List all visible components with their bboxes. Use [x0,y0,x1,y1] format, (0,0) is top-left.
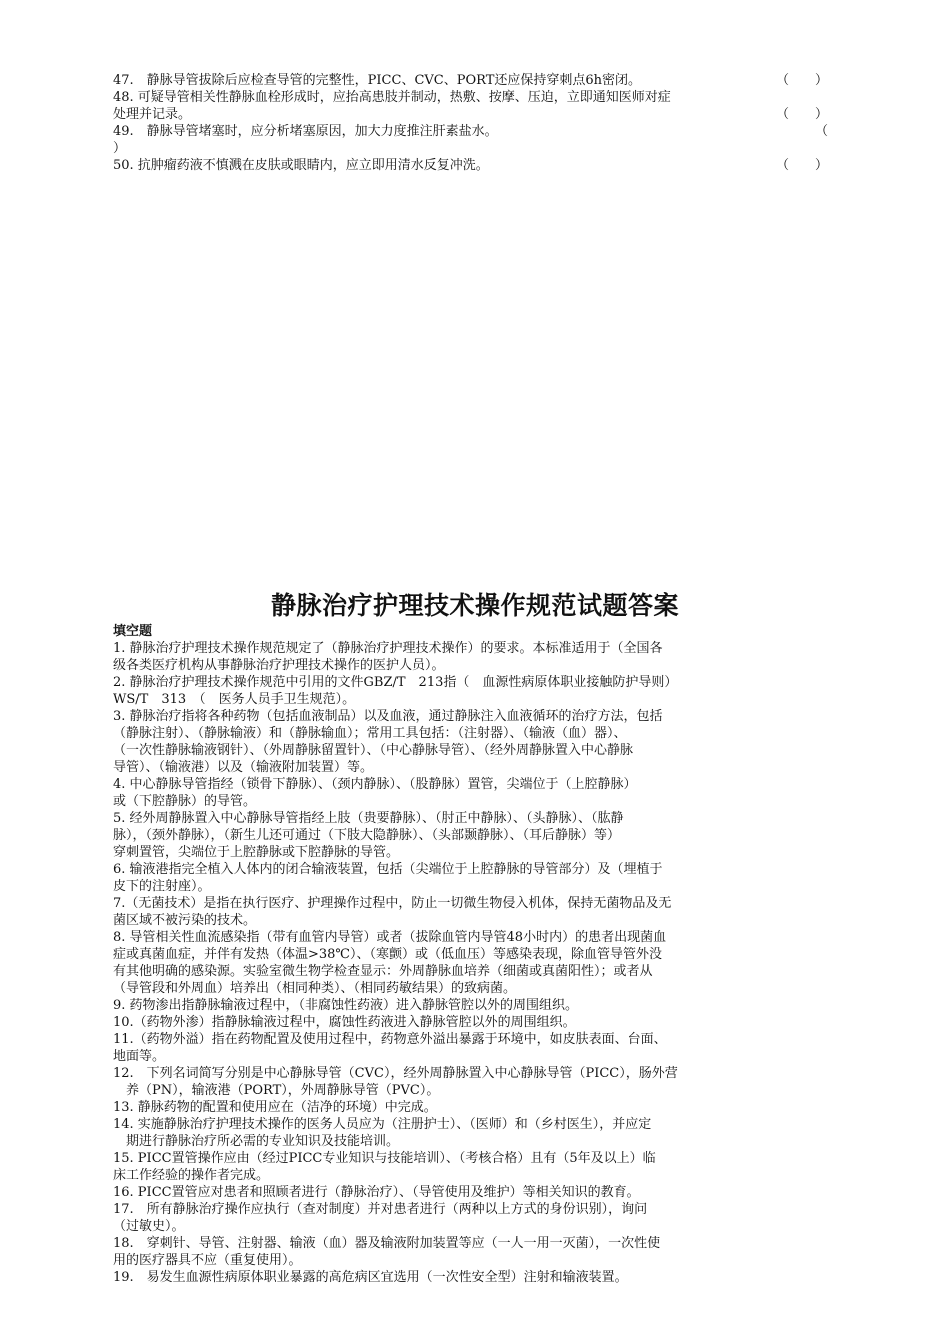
question-text: 48. 可疑导管相关性静脉血栓形成时，应抬高患肢并制动，热敷、按摩、压迫，立即通知医师对症 [113,90,671,105]
answer-line: 16. PICC置管应对患者和照顾者进行（静脉治疗）、（导管使用及维护）等相关知识的教育。 [113,1185,640,1200]
question-line [113,89,838,106]
answer-line: 地面等。 [113,1049,166,1064]
answer-line: 1. 静脉治疗护理技术操作规范规定了（静脉治疗护理技术操作）的要求。本标准适用于（全国各 [113,641,663,656]
answer-line: 15. PICC置管操作应由（经过PICC专业知识与技能培训）、（考核合格）且有（5年及以上）临 [113,1151,656,1166]
answer-line: 床工作经验的操作者完成。 [113,1168,270,1183]
answer-line: 19. 易发生血源性病原体职业暴露的高危病区宜选用（一次性安全型）注射和输液装置。 [113,1270,628,1285]
answer-line: 4. 中心静脉导管指经（锁骨下静脉）、（颈内静脉）、（股静脉）置管，尖端位于（上腔静脉） [113,777,637,792]
answer-line: 5. 经外周静脉置入中心静脉导管指经上肢（贵要静脉）、（肘正中静脉）、（头静脉）、（肱静 [113,811,624,826]
page-title: 静脉治疗护理技术操作规范试题答案 [270,591,679,620]
answer-line: 导管）、（输液港）以及（输液附加装置）等。 [113,760,374,775]
answer-parentheses: （ [814,124,828,139]
answer-line: 18. 穿刺针、导管、注射器、输液（血）器及输液附加装置等应（一人一用一灭菌），一次性使 [113,1236,661,1251]
answer-line: 2. 静脉治疗护理技术操作规范中引用的文件GBZ/T 213指（ 血源性病原体职业接触防护导则） [113,675,678,690]
answer-line: 9. 药物渗出指静脉输液过程中，（非腐蚀性药液）进入静脉管腔以外的周围组织。 [113,998,579,1013]
question-text: 50. 抗肿瘤药液不慎溅在皮肤或眼睛内，应立即用清水反复冲洗。 [113,158,489,173]
answer-line: （一次性静脉输液钢针）、（外周静脉留置针）、（中心静脉导管）、（经外周静脉置入中心静脉 [113,743,634,758]
answer-line: 用的医疗器具不应（重复使用）。 [113,1253,302,1268]
answer-line: 10.（药物外渗）指静脉输液过程中，腐蚀性药液进入静脉管腔以外的周围组织。 [113,1015,576,1030]
answer-line: （导管段和外周血）培养出（相同种类）、（相同药敏结果）的致病菌。 [113,981,517,996]
answer-line: 12. 下列名词简写分别是中心静脉导管（CVC），经外周静脉置入中心静脉导管（PICC），肠外营 [113,1066,678,1081]
answer-line: 14. 实施静脉治疗护理技术操作的医务人员应为（注册护士）、（医师）和（乡村医生），并应定 [113,1117,652,1132]
question-text: ） [113,141,127,156]
answer-parentheses: （ ） [775,107,828,122]
answer-line: WS/T 313 （ 医务人员手卫生规范）。 [113,692,356,707]
question-line [113,123,838,140]
question-text: 处理并记录。 [113,107,192,122]
answer-line: 8. 导管相关性血流感染指（带有血管内导管）或者（拔除血管内导管48小时内）的患者出现菌血 [113,930,667,945]
answer-line: 有其他明确的感染源。实验室微生物学检查显示：外周静脉血培养（细菌或真菌阳性）；或者从 [113,964,653,979]
answer-line: （过敏史）。 [113,1219,185,1234]
answer-line: 菌区域不被污染的技术。 [113,913,257,928]
answer-line: 6. 输液港指完全植入人体内的闭合输液装置，包括（尖端位于上腔静脉的导管部分）及（埋植于 [113,862,663,877]
answer-line: 症或真菌血症，并伴有发热（体温>38℃）、（寒颤）或（低血压）等感染表现，除血管导管外没 [113,947,662,962]
answer-line: 7.（无菌技术）是指在执行医疗、护理操作过程中，防止一切微生物侵入机体，保持无菌物品及无 [113,896,672,911]
answer-parentheses: （ ） [775,158,828,173]
question-line [113,106,838,123]
question-line [113,140,838,157]
answer-line: 13. 静脉药物的配置和使用应在（洁净的环境）中完成。 [113,1100,437,1115]
answer-line: 17. 所有静脉治疗操作应执行（查对制度）并对患者进行（两种以上方式的身份识别），询问 [113,1202,648,1217]
answer-line: 皮下的注射座）。 [113,879,211,894]
answer-line: 穿刺置管，尖端位于上腔静脉或下腔静脉的导管。 [113,845,400,860]
answer-line: （静脉注射）、（静脉输液）和（静脉输血）；常用工具包括：（注射器）、（输液（血）器）、 [113,726,627,741]
question-text: 49. 静脉导管堵塞时，应分析堵塞原因，加大力度推注肝素盐水。 [113,124,498,139]
fill-blank-answers [113,640,838,1286]
question-line [113,72,838,89]
section-heading: 填空题 [113,624,153,639]
answer-parentheses: （ ） [775,73,828,88]
question-line [113,157,838,174]
answer-line: 3. 静脉治疗指将各种药物（包括血液制品）以及血液，通过静脉注入血液循环的治疗方法，包括 [113,709,663,724]
true-false-questions [113,72,838,174]
answer-line: 脉），（颈外静脉），（新生儿还可通过（下肢大隐静脉）、（头部颞静脉）、（耳后静脉）等） [113,828,621,843]
answer-line: 级各类医疗机构从事静脉治疗护理技术操作的医护人员）。 [113,658,445,673]
answer-line: 期进行静脉治疗所必需的专业知识及技能培训。 [113,1134,400,1149]
question-text: 47. 静脉导管拔除后应检查导管的完整性，PICC、CVC、PORT还应保持穿刺点6h密闭。 [113,73,642,88]
answer-line: 或（下腔静脉）的导管。 [113,794,257,809]
answer-line: 11.（药物外溢）指在药物配置及使用过程中，药物意外溢出暴露于环境中，如皮肤表面、台面、 [113,1032,667,1047]
answer-line: 养（PN），输液港（PORT），外周静脉导管（PVC）。 [113,1083,440,1098]
